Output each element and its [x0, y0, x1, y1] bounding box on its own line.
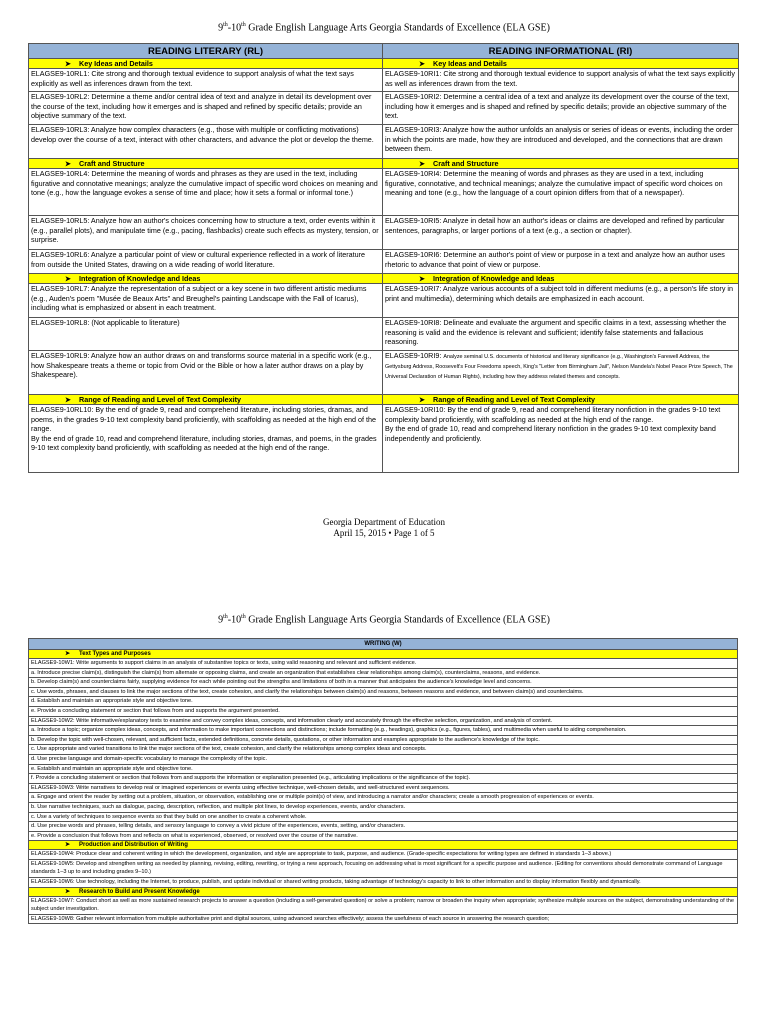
research-rows: [29, 896, 738, 924]
standard-rl6: ELAGSE9-10RL6: Analyze a particular point of view or cultural experience reflected in a work of literature from outside the United States, drawing on a wide reading of world literature.: [29, 250, 383, 274]
standard-ri6: ELAGSE9-10RI6: Determine an author's point of view or purpose in a text and analyze how an author uses rhetoric to advance that point of view or purpose.: [383, 250, 739, 274]
section-label: Craft and Structure: [433, 159, 499, 168]
page1-footer: [0, 517, 768, 539]
standard-ri4: ELAGSE9-10RI4: Determine the meaning of words and phrases as they are used in a text, including figurative, connotative, and technical meanings; analyze the cumulative impact of specific word choices on meaning and tone (e.g., how the language of a court opinion differs from that of a newspaper).: [383, 169, 739, 216]
standard-rl1: ELAGSE9-10RL1: Cite strong and thorough textual evidence to support analysis of what the text says explicitly as well as inferences drawn from the text.: [29, 69, 383, 92]
section-research: [29, 887, 738, 896]
title-sup: th: [223, 614, 228, 620]
arrow-bullet-icon: ➤: [419, 395, 426, 404]
title-sup: th: [241, 22, 246, 28]
section-integration-ri: [383, 274, 739, 284]
arrow-bullet-icon: ➤: [65, 842, 71, 849]
section-key-ideas-rl: [29, 59, 383, 69]
writing-standard-row: c. Use words, phrases, and clauses to link the major sections of the text, create cohesion, and clarify the relationships between claim(s) and reasons, between reasons and evidence, and between claim(s) and counterclaims.: [29, 687, 738, 697]
arrow-bullet-icon: ➤: [65, 395, 72, 404]
section-label: Range of Reading and Level of Text Complexity: [433, 395, 596, 404]
writing-header: WRITING (W): [29, 639, 738, 650]
section-label: Integration of Knowledge and Ideas: [433, 274, 555, 283]
section-label: Key Ideas and Details: [433, 59, 507, 68]
section-label: Integration of Knowledge and Ideas: [79, 274, 201, 283]
standard-ri2: ELAGSE9-10RI2: Determine a central idea of a text and analyze its development over the course of the text, including how it emerges and is shaped and refined by specific details; provide an objective summary of the text.: [383, 92, 739, 125]
standard-ri7: ELAGSE9-10RI7: Analyze various accounts of a subject told in different mediums (e.g., a person's life story in print and multimedia), determining which details are emphasized in each account.: [383, 284, 739, 318]
writing-standard-row: d. Use precise words and phrases, telling details, and sensory language to convey a vivid picture of the experiences, events, setting, and/or characters.: [29, 822, 738, 832]
title-grade: 9: [218, 22, 224, 34]
writing-standard-row: b. Develop claim(s) and counterclaims fairly, supplying evidence for each while pointing out the strengths and limitations of both in a manner that anticipates the audience's knowledge level and concerns.: [29, 678, 738, 688]
writing-standard-row: ELAGSE9-10W2: Write informative/explanatory texts to examine and convey complex ideas, concepts, and information clearly and accurately through the effective selection, organization, and analysis of content.: [29, 716, 738, 726]
writing-standard-row: a. Introduce a topic; organize complex ideas, concepts, and information to make important connections and distinctions; include formatting (e.g., headings), graphics (e.g., figures, tables), and multimedia when useful to aiding comprehension.: [29, 726, 738, 736]
writing-standard-row: d. Establish and maintain an appropriate style and objective tone.: [29, 697, 738, 707]
section-label: Craft and Structure: [79, 159, 145, 168]
writing-standard-row: e. Provide a conclusion that follows from and reflects on what is experienced, observed, or resolved over the course of the narrative.: [29, 831, 738, 841]
col-header-rl: READING LITERARY (RL): [29, 44, 383, 59]
standard-ri9-text: Analyze seminal U.S. documents of historical and literary significance (e.g., Washington's Farewell Address, the Gettysburg Address, Roosevelt's Four Freedoms speech, King's "Letter from Birmingham Jail", Nelson Mandela's Nobel Peace Prize Speech, The Universal Declaration of Human Rights), including how they address related themes and concepts.: [385, 354, 733, 381]
title-rest: Grade English Language Arts Georgia Standards of Excellence (ELA GSE): [245, 22, 550, 34]
section-production: [29, 841, 738, 850]
page1-title: [0, 22, 768, 33]
standard-rl9: ELAGSE9-10RL9: Analyze how an author draws on and transforms source material in a specific work (e.g., how Shakespeare treats a theme or topic from Ovid or the Bible or how a later author draws on a play by Shakespeare).: [29, 351, 383, 395]
title-sup: th: [223, 22, 228, 28]
section-craft-ri: [383, 159, 739, 169]
standard-ri9: [383, 351, 739, 395]
arrow-bullet-icon: ➤: [419, 274, 426, 283]
standard-rl10: [29, 405, 383, 473]
arrow-bullet-icon: ➤: [65, 59, 72, 68]
arrow-bullet-icon: ➤: [65, 651, 71, 657]
section-range-ri: [383, 395, 739, 405]
writing-standard-row: e. Establish and maintain an appropriate style and objective tone.: [29, 764, 738, 774]
section-craft-rl: [29, 159, 383, 169]
writing-standard-row: d. Use precise language and domain-specific vocabulary to manage the complexity of the topic.: [29, 754, 738, 764]
writing-standard-row: f. Provide a concluding statement or section that follows from and supports the information or explanation presented (e.g., articulating implications or the significance of the topic).: [29, 774, 738, 784]
title-mid: -10: [227, 22, 242, 34]
standard-rl3: ELAGSE9-10RL3: Analyze how complex characters (e.g., those with multiple or conflicting motivations) develop over the course of a text, interact with other characters, and advance the plot or develop the theme.: [29, 125, 383, 159]
footer-date-page: April 15, 2015 • Page 1 of 5: [333, 528, 435, 538]
arrow-bullet-icon: ➤: [419, 159, 426, 168]
title-mid: -10: [227, 614, 242, 626]
writing-standard-row: ELAGSE9-10W1: Write arguments to support claims in an analysis of substantive topics or texts, using valid reasoning and relevant and sufficient evidence.: [29, 659, 738, 669]
arrow-bullet-icon: ➤: [419, 59, 426, 68]
standard-ri1: ELAGSE9-10RI1: Cite strong and thorough textual evidence to support analysis of what the text says explicitly as well as inferences drawn from the text.: [383, 69, 739, 92]
reading-standards-table: [28, 43, 739, 473]
arrow-bullet-icon: ➤: [65, 159, 72, 168]
writing-standard-row: a. Engage and orient the reader by setting out a problem, situation, or observation, establishing one or multiple point(s) of view, and introducing a narrator and/or characters; create a smooth progression of experiences or events.: [29, 793, 738, 803]
writing-standard-row: b. Use narrative techniques, such as dialogue, pacing, description, reflection, and multiple plot lines, to develop experiences, events, and/or characters.: [29, 802, 738, 812]
writing-standard-row: c. Use appropriate and varied transitions to link the major sections of the text, create cohesion, and clarify the relationships among complex ideas and concepts.: [29, 745, 738, 755]
section-label: Production and Distribution of Writing: [79, 842, 188, 849]
section-label: Key Ideas and Details: [79, 59, 153, 68]
standard-rl7: ELAGSE9-10RL7: Analyze the representation of a subject or a key scene in two different artistic mediums (e.g., Auden's poem "Musée de Beaux Arts" and Breughel's painting Landscape with the Fall of Icarus), including what is emphasized or absent in each treatment.: [29, 284, 383, 318]
text-types-rows: [29, 659, 738, 841]
title-sup: th: [241, 614, 246, 620]
writing-standard-row: ELAGSE9-10W8: Gather relevant information from multiple authoritative print and digital sources, using advanced searches effectively; assess the usefulness of each source in answering the research question;: [29, 914, 738, 924]
writing-standard-row: ELAGSE9-10W4: Produce clear and coherent writing in which the development, organization, and style are appropriate to task, purpose, and audience. (Grade-specific expectations for writing types are defined in standards 1–3 above.): [29, 850, 738, 860]
section-label: Text Types and Purposes: [79, 651, 151, 657]
footer-org: Georgia Department of Education: [322, 517, 446, 527]
standard-ri9-code: ELAGSE9-10RI9:: [385, 351, 444, 360]
writing-standards-table: [28, 638, 738, 924]
standard-ri10-grade10: By the end of grade 10, read and comprehend literary nonfiction in the grades 9-10 text complexity band independently and proficiently.: [385, 424, 716, 443]
page2-title: [0, 614, 768, 625]
standard-rl2: ELAGSE9-10RL2: Determine a theme and/or central idea of text and analyze in detail its development over the course of the text, including how it emerges and is shaped and refined by specific details; provide an objective summary of the text.: [29, 92, 383, 125]
title-grade: 9: [218, 614, 224, 626]
standard-ri8: ELAGSE9-10RI8: Delineate and evaluate the argument and specific claims in a text, assessing whether the reasoning is valid and the evidence is relevant and sufficient; identify false statements and fallacious reasoning.: [383, 318, 739, 351]
section-label: Range of Reading and Level of Text Complexity: [79, 395, 242, 404]
writing-standard-row: b. Develop the topic with well-chosen, relevant, and sufficient facts, extended definitions, concrete details, quotations, or other information and examples appropriate to the audience's knowledge of the topic.: [29, 735, 738, 745]
standard-rl4: ELAGSE9-10RL4: Determine the meaning of words and phrases as they are used in the text, including figurative and connotative meanings; analyze the cumulative impact of specific word choices on meaning and tone (e.g., how the language evokes a sense of time and place; how it sets a formal or informal tone.): [29, 169, 383, 216]
writing-standard-row: ELAGSE9-10W5: Develop and strengthen writing as needed by planning, revising, editing, rewriting, or trying a new approach, focusing on addressing what is most significant for a specific purpose and audience. (Editing for conventions should demonstrate command of Language standards 1–3 up to and including grades 9–10.): [29, 859, 738, 877]
section-text-types: [29, 650, 738, 659]
section-range-rl: [29, 395, 383, 405]
writing-standard-row: ELAGSE9-10W7: Conduct short as well as more sustained research projects to answer a question (including a self-generated question) or solve a problem; narrow or broaden the inquiry when appropriate; synthesize multiple sources on the subject, demonstrating understanding of the subject under investigation.: [29, 896, 738, 914]
section-label: Research to Build and Present Knowledge: [79, 888, 200, 895]
section-key-ideas-ri: [383, 59, 739, 69]
standard-ri5: ELAGSE9-10RI5: Analyze in detail how an author's ideas or claims are developed and refined by particular sentences, paragraphs, or larger portions of a text (e.g., a section or chapter).: [383, 216, 739, 250]
col-header-ri: READING INFORMATIONAL (RI): [383, 44, 739, 59]
standard-rl10-grade9: ELAGSE9-10RL10: By the end of grade 9, read and comprehend literature, including stories, dramas, and poems, in the grades 9-10 text complexity band proficiently, with scaffolding as needed at the high end of the range.: [31, 405, 376, 434]
writing-standard-row: a. Introduce precise claim(s), distinguish the claim(s) from alternate or opposing claims, and create an organization that establishes clear relationships among claim(s), counterclaims, reasons, and evidence.: [29, 668, 738, 678]
standard-rl8: ELAGSE9-10RL8: (Not applicable to literature): [29, 318, 383, 351]
writing-standard-row: ELAGSE9-10W6: Use technology, including the Internet, to produce, publish, and update individual or shared writing products, taking advantage of technology's capacity to link to other information and to display information flexibly and dynamically.: [29, 878, 738, 888]
standard-rl5: ELAGSE9-10RL5: Analyze how an author's choices concerning how to structure a text, order events within it (e.g., parallel plots), and manipulate time (e.g., pacing, flashbacks) create such effects as mystery, tension, or surprise.: [29, 216, 383, 250]
section-integration-rl: [29, 274, 383, 284]
production-rows: [29, 850, 738, 887]
standard-rl10-grade10: By the end of grade 10, read and comprehend literature, including stories, dramas, and poems, in the grades 9-10 text complexity band proficiently, with scaffolding as needed at the high end of the range.: [31, 433, 377, 453]
standard-ri10: [383, 405, 739, 473]
arrow-bullet-icon: ➤: [65, 888, 71, 895]
writing-standard-row: c. Use a variety of techniques to sequence events so that they build on one another to create a coherent whole.: [29, 812, 738, 822]
title-rest: Grade English Language Arts Georgia Standards of Excellence (ELA GSE): [245, 614, 550, 626]
standard-ri10-grade9: ELAGSE9-10RI10: By the end of grade 9, read and comprehend literary nonfiction in the grades 9-10 text complexity band proficiently, with scaffolding as needed at the high end of the range.: [385, 405, 721, 424]
arrow-bullet-icon: ➤: [65, 274, 72, 283]
writing-standard-row: ELAGSE9-10W3: Write narratives to develop real or imagined experiences or events using effective technique, well-chosen details, and well-structured event sequences.: [29, 783, 738, 793]
standard-ri3: ELAGSE9-10RI3: Analyze how the author unfolds an analysis or series of ideas or events, including the order in which the points are made, how they are introduced and developed, and the connections that are drawn between them.: [383, 125, 739, 159]
writing-standard-row: e. Provide a concluding statement or section that follows from and supports the argument presented.: [29, 706, 738, 716]
